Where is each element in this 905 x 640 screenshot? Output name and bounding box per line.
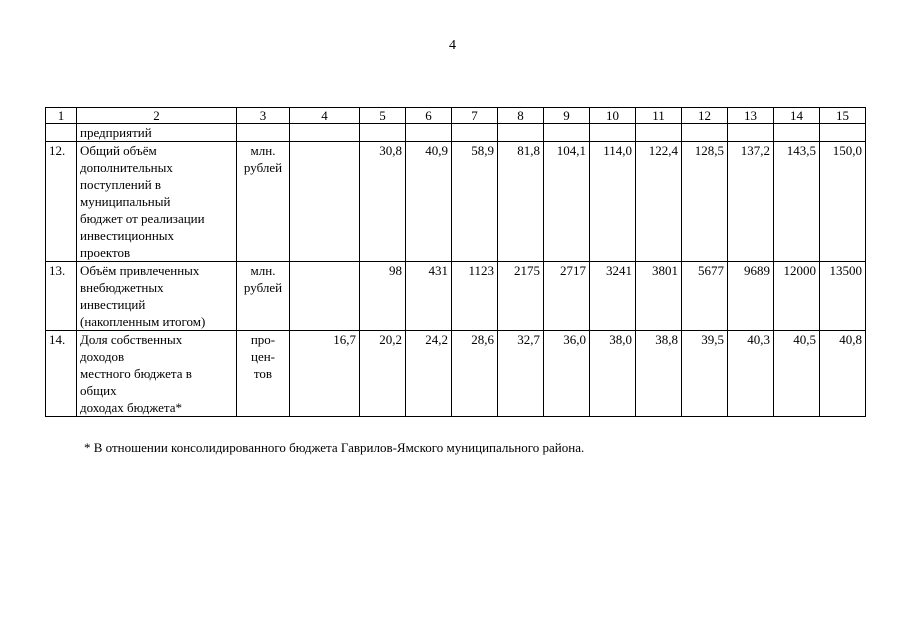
row-indicator-name: Доля собственных доходов местного бюджета в общих доходах бюджета* <box>77 331 237 417</box>
table-row <box>46 142 866 262</box>
header-cell: 14 <box>774 108 820 124</box>
row-value <box>406 124 452 142</box>
header-cell: 12 <box>682 108 728 124</box>
row-value: 12000 <box>774 262 820 331</box>
row-value: 81,8 <box>498 142 544 262</box>
row-value: 39,5 <box>682 331 728 417</box>
row-index: 13. <box>46 262 77 331</box>
row-value: 2717 <box>544 262 590 331</box>
row-value: 40,3 <box>728 331 774 417</box>
header-cell: 15 <box>820 108 866 124</box>
header-cell: 1 <box>46 108 77 124</box>
header-row <box>46 108 866 124</box>
row-value <box>290 262 360 331</box>
row-unit: млн. рублей <box>237 142 290 262</box>
row-value: 150,0 <box>820 142 866 262</box>
table-row <box>46 124 866 142</box>
header-cell: 4 <box>290 108 360 124</box>
row-value <box>544 124 590 142</box>
row-value: 40,9 <box>406 142 452 262</box>
header-cell: 9 <box>544 108 590 124</box>
table-row <box>46 262 866 331</box>
row-value <box>360 124 406 142</box>
row-indicator-name: Общий объём дополнительных поступлений в муниципальный бюджет от реализации инвестиционных проектов <box>77 142 237 262</box>
header-cell: 7 <box>452 108 498 124</box>
row-value: 38,8 <box>636 331 682 417</box>
row-value: 38,0 <box>590 331 636 417</box>
row-index: 12. <box>46 142 77 262</box>
header-cell: 10 <box>590 108 636 124</box>
row-value: 3801 <box>636 262 682 331</box>
row-value: 20,2 <box>360 331 406 417</box>
row-value: 30,8 <box>360 142 406 262</box>
row-value: 1123 <box>452 262 498 331</box>
row-value <box>774 124 820 142</box>
row-value: 114,0 <box>590 142 636 262</box>
row-value <box>636 124 682 142</box>
row-value: 13500 <box>820 262 866 331</box>
row-value: 40,5 <box>774 331 820 417</box>
row-value: 104,1 <box>544 142 590 262</box>
row-index: 14. <box>46 331 77 417</box>
page-number: 4 <box>449 38 456 53</box>
row-value <box>498 124 544 142</box>
row-value: 122,4 <box>636 142 682 262</box>
row-value <box>452 124 498 142</box>
row-unit: млн. рублей <box>237 262 290 331</box>
row-value: 36,0 <box>544 331 590 417</box>
row-value: 98 <box>360 262 406 331</box>
row-value: 9689 <box>728 262 774 331</box>
row-indicator-name: предприятий <box>77 124 237 142</box>
row-value <box>820 124 866 142</box>
header-cell: 6 <box>406 108 452 124</box>
header-cell: 8 <box>498 108 544 124</box>
row-value: 40,8 <box>820 331 866 417</box>
row-value: 143,5 <box>774 142 820 262</box>
header-cell: 3 <box>237 108 290 124</box>
row-value <box>290 142 360 262</box>
row-value <box>728 124 774 142</box>
row-value <box>682 124 728 142</box>
header-cell: 13 <box>728 108 774 124</box>
header-cell: 2 <box>77 108 237 124</box>
row-unit <box>237 124 290 142</box>
table-row <box>46 331 866 417</box>
row-value: 5677 <box>682 262 728 331</box>
header-cell: 11 <box>636 108 682 124</box>
row-value <box>290 124 360 142</box>
row-value: 16,7 <box>290 331 360 417</box>
row-value: 28,6 <box>452 331 498 417</box>
row-value: 137,2 <box>728 142 774 262</box>
header-cell: 5 <box>360 108 406 124</box>
row-value: 3241 <box>590 262 636 331</box>
row-value: 2175 <box>498 262 544 331</box>
row-value <box>590 124 636 142</box>
row-unit: про- цен- тов <box>237 331 290 417</box>
row-value: 128,5 <box>682 142 728 262</box>
row-value: 58,9 <box>452 142 498 262</box>
footnote: * В отношении консолидированного бюджета Гаврилов-Ямского муниципального района. <box>84 440 585 455</box>
indicators-table <box>45 107 866 417</box>
row-value: 431 <box>406 262 452 331</box>
row-index <box>46 124 77 142</box>
row-value: 32,7 <box>498 331 544 417</box>
row-indicator-name: Объём привлеченных внебюджетных инвестиций (накопленным итогом) <box>77 262 237 331</box>
row-value: 24,2 <box>406 331 452 417</box>
